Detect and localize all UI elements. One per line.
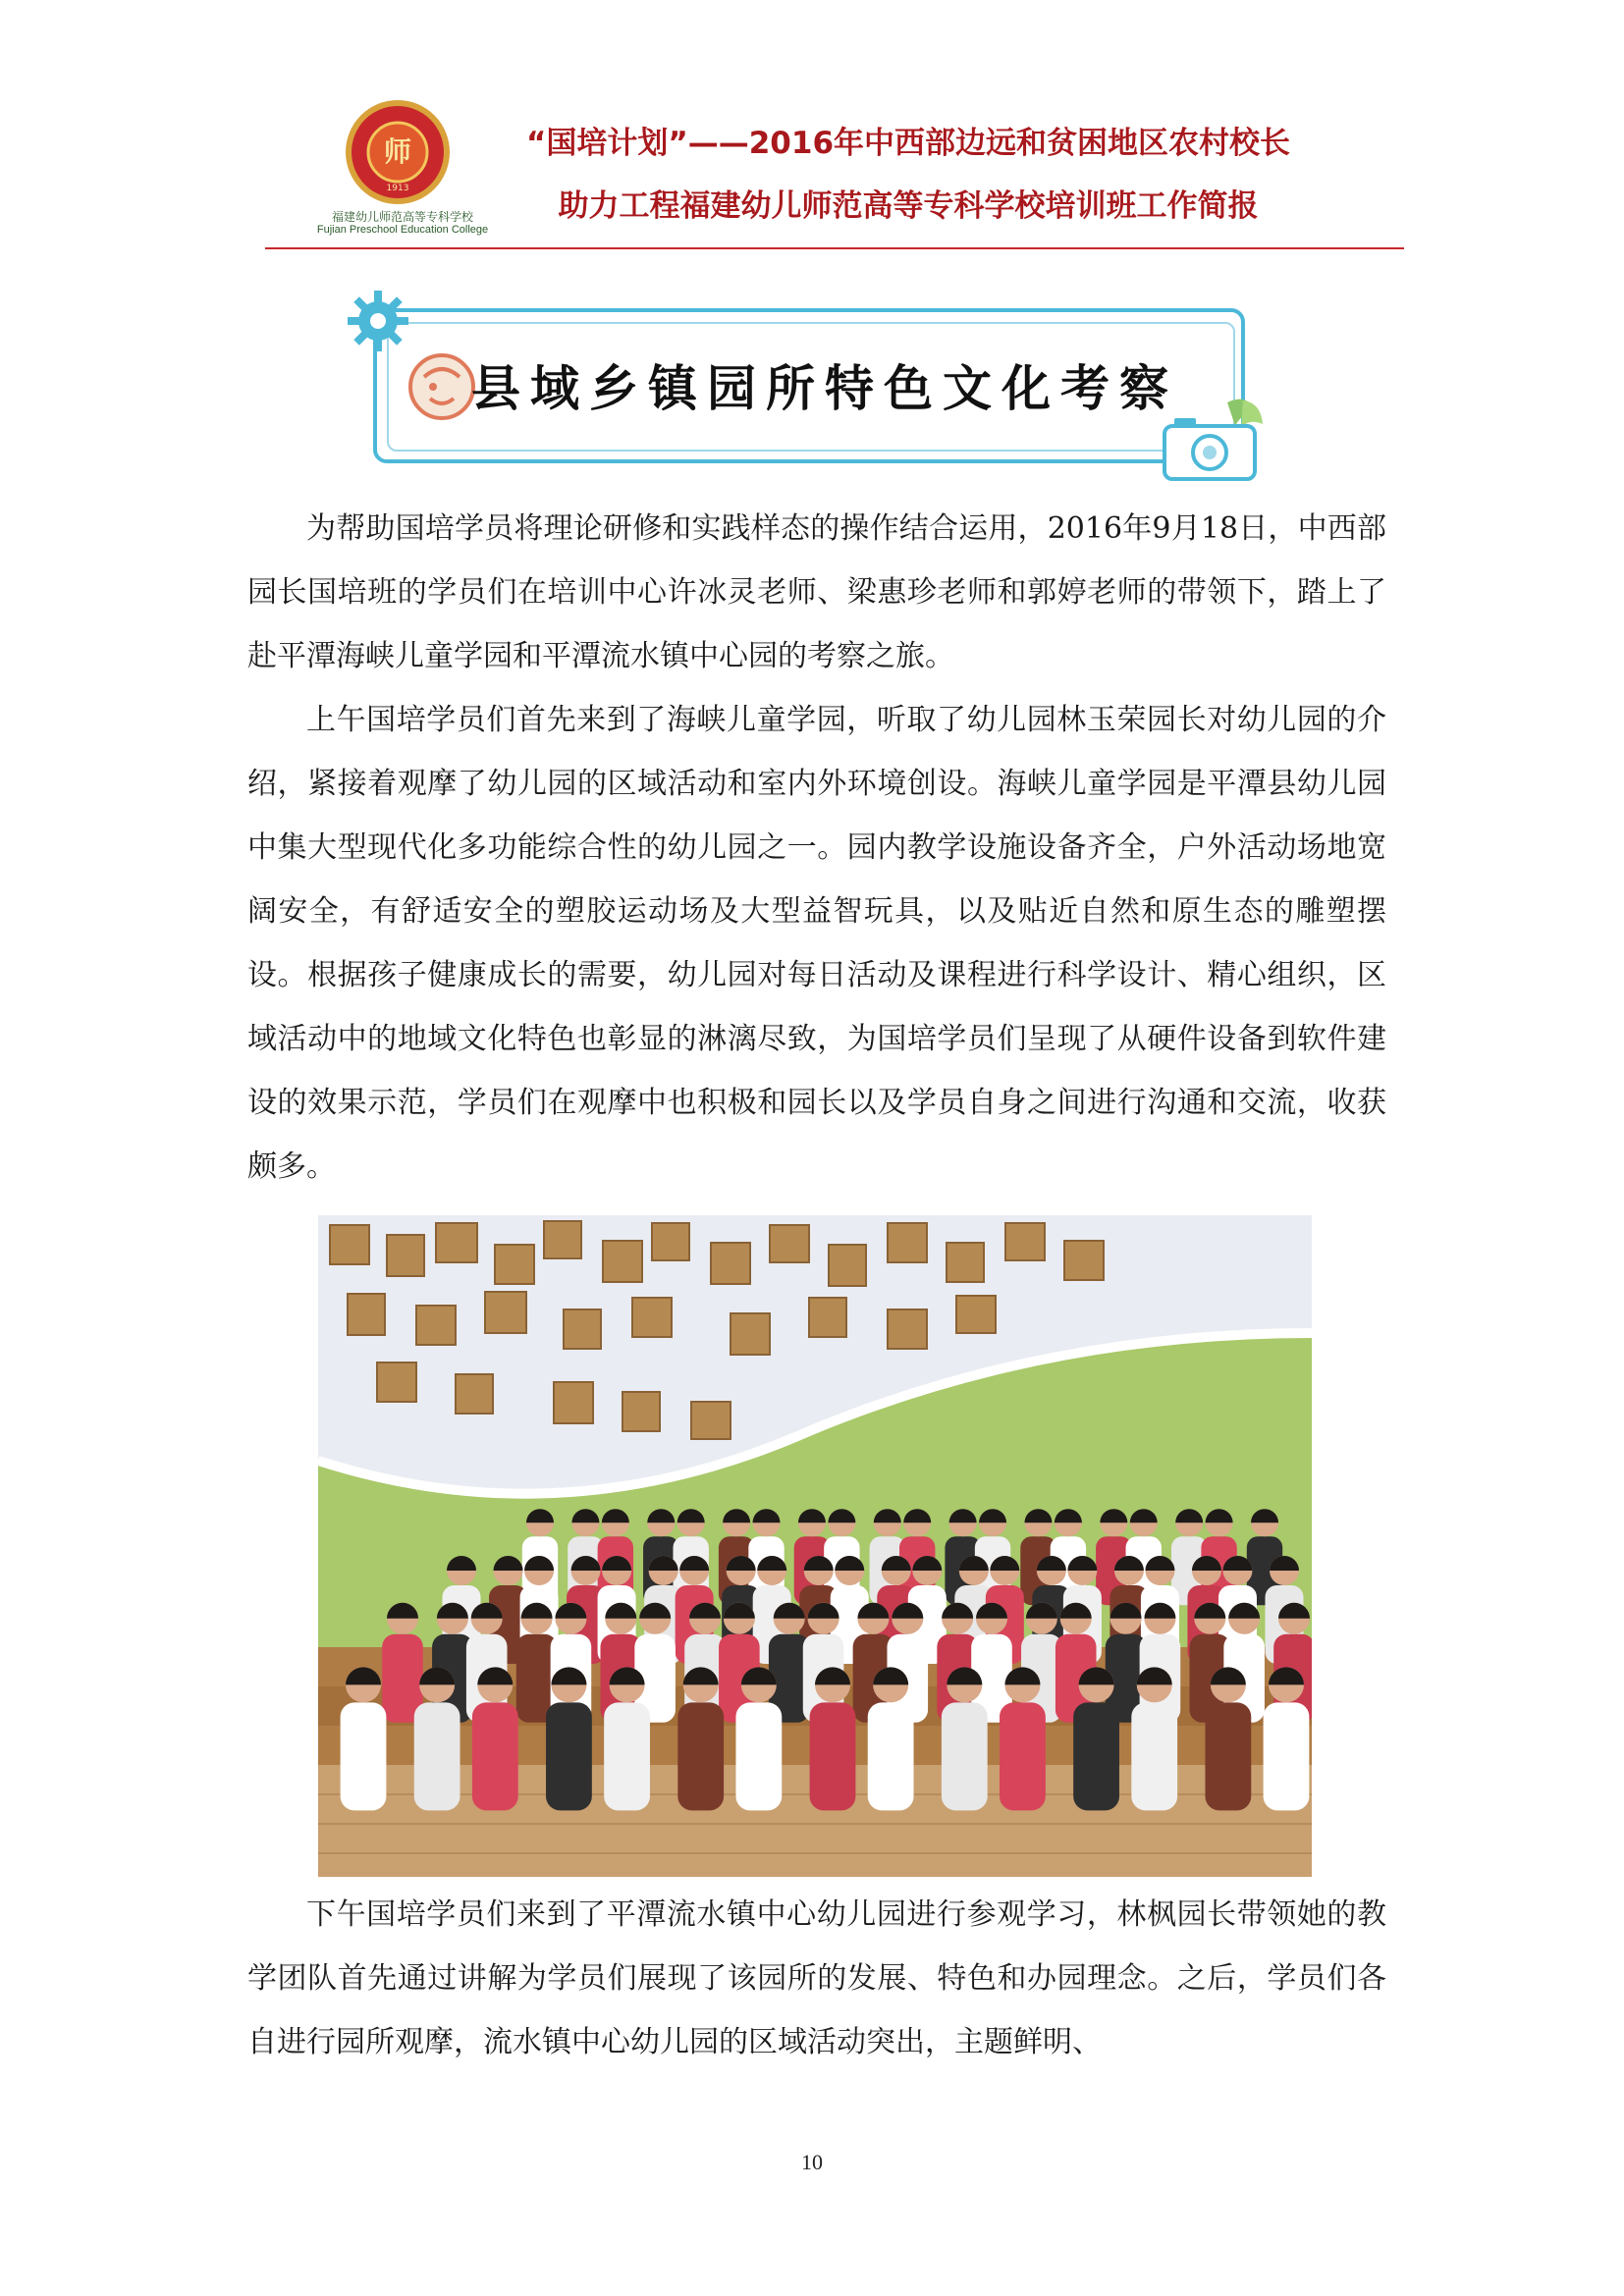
person-body: [1131, 1702, 1177, 1810]
person-body: [604, 1702, 650, 1810]
header-divider: [265, 247, 1404, 249]
person-body: [341, 1702, 387, 1810]
person-body: [1000, 1702, 1046, 1810]
person-body: [868, 1702, 914, 1810]
section-title: 县域乡镇园所特色文化考察: [471, 359, 1178, 417]
body-paragraph-2: 上午国培学员们首先来到了海峡儿童学园，听取了幼儿园林玉荣园长对幼儿园的介绍，紧接着观摩了幼儿园的区域活动和室内外环境创设。海峡儿童学园是平潭县幼儿园中集大型现代化多功能综合性的幼儿园之一。园内教学设施设备齐全，户外活动场地宽阔安全，有舒适安全的塑胶运动场及大型益智玩具，以及贴近自然和原生态的雕塑摆设。根据孩子健康成长的需要，幼儿园对每日活动及课程进行科学设计、精心组织，区域活动中的地域文化特色也彰显的淋漓尽致，为国培学员们呈现了从硬件设备到软件建设的效果示范，学员们在观摩中也积极和园长以及学员自身之间进行沟通和交流，收获颇多。: [247, 703, 1386, 1184]
section-banner: [344, 287, 1286, 483]
bulletin-title-line-1: “国培计划”——2016年中西部边远和贫困地区农村校长: [525, 126, 1291, 161]
person-body: [472, 1702, 518, 1810]
svg-text:1913: 1913: [386, 184, 409, 193]
group-photo: [318, 1215, 1312, 1877]
person-body: [414, 1702, 460, 1810]
person-body: [1264, 1702, 1310, 1810]
person-body: [546, 1702, 592, 1810]
bulletin-title-line-2: 助力工程福建幼儿师范高等专科学校培训班工作简报: [558, 188, 1259, 224]
group-photo-illustration: [318, 1215, 1312, 1877]
person-body: [1073, 1702, 1119, 1810]
body-paragraph-1: 为帮助国培学员将理论研修和实践样态的操作结合运用，2016年9月18日，中西部园长国培班的学员们在培训中心许冰灵老师、梁惠珍老师和郭婷老师的带领下，踏上了赴平潭海峡儿童学园和平潭流水镇中心园的考察之旅。: [247, 511, 1386, 673]
gear-icon: [344, 287, 412, 355]
person-body: [942, 1702, 988, 1810]
logo-school-name-en: Fujian Preschool Education College: [316, 224, 489, 236]
person-body: [735, 1702, 782, 1810]
page-number: 10: [801, 2150, 823, 2174]
page-header: [265, 98, 1404, 247]
person-body: [810, 1702, 856, 1810]
person-body: [677, 1702, 724, 1810]
svg-text:师: 师: [383, 135, 412, 168]
person-body: [1205, 1702, 1251, 1810]
body-paragraph-3: 下午国培学员们来到了平潭流水镇中心幼儿园进行参观学习，林枫园长带领她的教学团队首先通过讲解为学员们展现了该园所的发展、特色和办园理念。之后，学员们各自进行园所观摩，流水镇中心幼儿园的区域活动突出，主题鲜明、: [247, 1897, 1386, 2059]
camera-icon: [1159, 393, 1267, 483]
logo-school-name: 福建幼儿师范高等专科学校: [331, 210, 473, 224]
